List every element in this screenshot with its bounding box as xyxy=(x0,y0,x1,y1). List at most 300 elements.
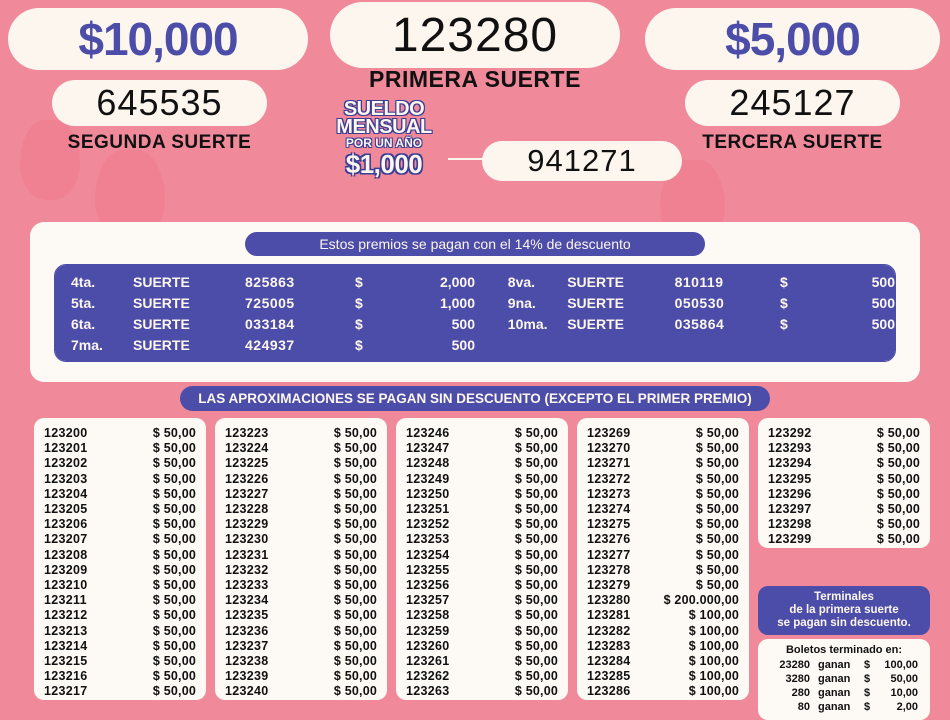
suerte-number: 810119 xyxy=(674,273,724,290)
approximation-row xyxy=(406,548,558,563)
approximation-row xyxy=(768,426,920,441)
approximation-number: 123204 xyxy=(44,486,88,501)
first-prize-number: 123280 xyxy=(391,8,559,62)
approximation-row xyxy=(44,578,196,593)
approximation-row xyxy=(406,441,558,456)
approximation-number: 123233 xyxy=(225,578,269,593)
second-prize-number: 645535 xyxy=(96,82,223,123)
second-prize-number-pill xyxy=(52,80,267,126)
approximation-number: 123205 xyxy=(44,502,88,517)
approximation-row xyxy=(406,624,558,639)
approximation-amount: $ 50,00 xyxy=(695,562,739,577)
approximation-number: 123229 xyxy=(225,517,269,532)
approximation-amount: $ 50,00 xyxy=(514,426,558,440)
suerte-word: SUERTE xyxy=(133,315,190,332)
approximation-amount: $ 50,00 xyxy=(333,623,377,638)
approximation-row xyxy=(225,578,377,593)
approximation-number: 123281 xyxy=(587,608,631,623)
approximation-amount: $ 50,00 xyxy=(514,669,558,684)
approximation-row xyxy=(587,456,739,471)
approximation-row xyxy=(587,608,739,623)
approximation-amount: $ 50,00 xyxy=(514,562,558,577)
approximation-row xyxy=(225,472,377,487)
suerte-amount: 500 xyxy=(871,315,895,332)
suerte-ordinal: 10ma. xyxy=(507,315,548,332)
approximation-number: 123258 xyxy=(406,608,450,623)
approximation-amount: $ 50,00 xyxy=(514,684,558,699)
approximation-row xyxy=(587,639,739,654)
approximation-row xyxy=(587,487,739,502)
approximation-amount: $ 50,00 xyxy=(333,517,377,532)
suerte-number: 050530 xyxy=(674,294,725,311)
approximation-row xyxy=(44,684,196,699)
sueldo-line-2: MENSUAL xyxy=(336,116,432,138)
approximation-number: 123226 xyxy=(225,471,269,486)
terminal-row xyxy=(766,672,922,686)
third-prize-amount-pill xyxy=(645,8,940,70)
approximation-number: 123272 xyxy=(587,471,631,486)
approximation-number: 123202 xyxy=(44,456,88,471)
table-row xyxy=(55,292,492,313)
suerte-number: 825863 xyxy=(245,273,295,290)
sueldo-line-3: POR UN AÑO xyxy=(345,136,423,150)
prizes-header xyxy=(0,0,950,210)
approximation-number: 123239 xyxy=(225,669,269,684)
approximation-number: 123277 xyxy=(587,547,631,562)
approximation-row xyxy=(406,517,558,532)
approximation-row xyxy=(406,608,558,623)
approximation-row xyxy=(768,532,920,547)
approximation-row xyxy=(587,532,739,547)
approximation-row xyxy=(768,517,920,532)
approximation-amount: $ 50,00 xyxy=(152,486,196,501)
approximation-number: 123275 xyxy=(587,517,631,532)
approximation-amount: $ 50,00 xyxy=(514,638,558,653)
approximation-number: 123278 xyxy=(587,562,631,577)
approximation-number: 123207 xyxy=(44,532,88,547)
approximation-row xyxy=(587,624,739,639)
approximation-number: 123203 xyxy=(44,471,88,486)
approximation-row xyxy=(406,578,558,593)
approximation-amount: $ 50,00 xyxy=(333,486,377,501)
terminal-row xyxy=(766,700,922,714)
approximation-number: 123208 xyxy=(44,547,88,562)
approximation-amount: $ 50,00 xyxy=(695,547,739,562)
suerte-currency: $ xyxy=(355,315,363,332)
terminales-rows xyxy=(766,658,922,714)
approximation-number: 123297 xyxy=(768,502,812,517)
approximation-row xyxy=(225,684,377,699)
approximation-row xyxy=(225,654,377,669)
approximation-amount: $ 50,00 xyxy=(152,456,196,471)
suerte-ordinal: 4ta. xyxy=(71,273,96,290)
approximation-row xyxy=(768,502,920,517)
approximation-number: 123271 xyxy=(587,456,631,471)
approximation-amount: $ 50,00 xyxy=(333,441,377,456)
approximation-number: 123270 xyxy=(587,441,631,456)
approximation-row xyxy=(44,426,196,441)
approximation-amount: $ 50,00 xyxy=(514,517,558,532)
approximation-number: 123273 xyxy=(587,486,631,501)
approximation-amount: $ 50,00 xyxy=(695,502,739,517)
suerte-word: SUERTE xyxy=(133,294,190,311)
approximation-number: 123210 xyxy=(44,578,88,593)
approximation-amount: $ 50,00 xyxy=(514,608,558,623)
terminal-number: 80 xyxy=(797,701,810,713)
approximation-row xyxy=(44,441,196,456)
terminal-row xyxy=(766,686,922,700)
approximation-amount: $ 50,00 xyxy=(876,441,920,456)
approximation-row xyxy=(587,654,739,669)
approximation-amount: $ 50,00 xyxy=(333,654,377,669)
approximation-number: 123285 xyxy=(587,669,631,684)
terminal-amount: 10,00 xyxy=(890,687,918,699)
approximation-amount: $ 50,00 xyxy=(695,441,739,456)
approximation-amount: $ 50,00 xyxy=(333,456,377,471)
approximation-number: 123246 xyxy=(406,426,450,440)
first-prize-number-pill xyxy=(330,2,620,68)
approximation-number: 123236 xyxy=(225,623,269,638)
approximation-amount: $ 50,00 xyxy=(514,471,558,486)
approximation-row xyxy=(406,639,558,654)
approximation-number: 123212 xyxy=(44,608,88,623)
suerte-amount: 500 xyxy=(451,315,475,332)
approximation-amount: $ 50,00 xyxy=(152,638,196,653)
terminal-currency: $ xyxy=(864,701,871,713)
terminales-caption: Boletos terminado en: xyxy=(785,644,903,656)
approximation-amount: $ 50,00 xyxy=(876,486,920,501)
suerte-table-right-column xyxy=(492,265,895,361)
approximation-amount: $ 50,00 xyxy=(514,623,558,638)
approximation-number: 123224 xyxy=(225,441,269,456)
approximation-row xyxy=(44,517,196,532)
suerte-table-left-column xyxy=(55,265,492,361)
terminal-amount: 2,00 xyxy=(896,701,918,713)
approximation-number: 123251 xyxy=(406,502,450,517)
approximation-number: 123294 xyxy=(768,456,812,471)
second-prize-amount: $10,000 xyxy=(78,13,238,65)
approximation-row xyxy=(225,639,377,654)
suerte-number: 424937 xyxy=(245,336,295,353)
approximation-row xyxy=(768,472,920,487)
discounted-prizes-panel xyxy=(30,222,920,382)
third-prize-number-pill xyxy=(685,80,900,126)
approximation-row xyxy=(406,426,558,441)
approximation-row xyxy=(225,669,377,684)
table-row xyxy=(492,313,895,334)
approximation-row xyxy=(587,472,739,487)
terminal-amount: 100,00 xyxy=(884,659,918,671)
approximation-amount: $ 50,00 xyxy=(152,532,196,547)
suerte-number: 035864 xyxy=(674,315,725,332)
approximation-row xyxy=(768,487,920,502)
approximation-number: 123225 xyxy=(225,456,269,471)
approximation-number: 123249 xyxy=(406,471,450,486)
approximation-amount: $ 50,00 xyxy=(514,502,558,517)
approximation-number: 123211 xyxy=(44,593,87,608)
approximation-amount: $ 50,00 xyxy=(152,669,196,684)
third-prize-amount: $5,000 xyxy=(725,13,860,65)
suerte-amount: 500 xyxy=(871,273,895,290)
approximation-number: 123235 xyxy=(225,608,269,623)
approximation-row xyxy=(768,456,920,471)
approximation-number: 123230 xyxy=(225,532,269,547)
approximation-number: 123276 xyxy=(587,532,631,547)
suerte-currency: $ xyxy=(355,273,363,290)
approximation-row xyxy=(587,563,739,578)
terminal-currency: $ xyxy=(864,659,871,671)
approximation-amount: $ 50,00 xyxy=(695,456,739,471)
approximation-number: 123284 xyxy=(587,654,631,669)
suerte-number: 725005 xyxy=(245,294,295,311)
approximation-row xyxy=(225,548,377,563)
approximation-amount: $ 50,00 xyxy=(152,654,196,669)
approximation-amount: $ 50,00 xyxy=(333,547,377,562)
approximation-amount: $ 50,00 xyxy=(152,471,196,486)
approximations-column-2 xyxy=(215,418,387,700)
approximation-amount: $ 50,00 xyxy=(333,608,377,623)
third-prize-label: TERCERA SUERTE xyxy=(702,132,883,153)
approximation-amount: $ 50,00 xyxy=(514,441,558,456)
approximation-amount: $ 50,00 xyxy=(695,426,739,440)
approximation-number: 123213 xyxy=(44,623,88,638)
approximation-row xyxy=(225,441,377,456)
suerte-ordinal: 7ma. xyxy=(71,336,103,353)
approximation-number: 123231 xyxy=(225,547,269,562)
approximation-row xyxy=(406,502,558,517)
approximation-number: 123283 xyxy=(587,638,631,653)
terminal-word: ganan xyxy=(818,687,851,699)
suerte-ordinal: 6ta. xyxy=(71,315,96,332)
approximation-number: 123292 xyxy=(768,426,812,440)
approximation-row xyxy=(587,502,739,517)
approximation-amount: $ 50,00 xyxy=(333,578,377,593)
approximation-row xyxy=(44,608,196,623)
approximation-number: 123248 xyxy=(406,456,450,471)
approximation-amount: $ 50,00 xyxy=(152,426,196,440)
approximation-number: 123274 xyxy=(587,502,631,517)
approximation-row xyxy=(44,639,196,654)
suerte-word: SUERTE xyxy=(133,273,190,290)
suerte-amount: 2,000 xyxy=(439,273,475,290)
terminal-number: 3280 xyxy=(785,673,810,685)
approximation-amount: $ 50,00 xyxy=(695,517,739,532)
approximation-row xyxy=(587,426,739,441)
approximation-number: 123293 xyxy=(768,441,812,456)
approximations-column-5 xyxy=(758,418,930,548)
approximation-number: 123298 xyxy=(768,517,812,532)
approximation-amount: $ 50,00 xyxy=(876,502,920,517)
approximation-number: 123279 xyxy=(587,578,631,593)
terminal-amount: 50,00 xyxy=(890,673,918,685)
approximation-number: 123201 xyxy=(44,441,88,456)
approximation-row xyxy=(225,624,377,639)
approximation-number: 123254 xyxy=(406,547,450,562)
approximation-amount: $ 50,00 xyxy=(695,578,739,593)
approximation-row xyxy=(44,548,196,563)
approximation-number: 123252 xyxy=(406,517,450,532)
sueldo-mensual-badge xyxy=(318,100,450,186)
approximation-number: 123200 xyxy=(44,426,88,440)
approximation-amount: $ 200.000,00 xyxy=(663,593,739,608)
approximation-number: 123206 xyxy=(44,517,88,532)
approximation-number: 123261 xyxy=(406,654,450,669)
approximation-number: 123240 xyxy=(225,684,269,699)
approximation-amount: $ 100,00 xyxy=(688,608,739,623)
terminal-word: ganan xyxy=(818,673,851,685)
approximation-amount: $ 50,00 xyxy=(514,593,558,608)
terminal-row xyxy=(766,658,922,672)
terminales-header-line-1: Terminales xyxy=(814,591,874,603)
sueldo-amount: $1,000 xyxy=(345,149,423,179)
approximation-row xyxy=(406,472,558,487)
approximation-row xyxy=(587,578,739,593)
approximation-number: 123223 xyxy=(225,426,269,440)
approximation-amount: $ 50,00 xyxy=(514,456,558,471)
approximation-row xyxy=(225,563,377,578)
approximation-amount: $ 50,00 xyxy=(876,426,920,440)
approximation-row xyxy=(44,624,196,639)
approximation-number: 123259 xyxy=(406,623,450,638)
approximation-amount: $ 50,00 xyxy=(152,608,196,623)
terminal-currency: $ xyxy=(864,673,871,685)
suerte-table xyxy=(54,264,896,362)
terminales-header xyxy=(758,586,930,635)
approximation-amount: $ 50,00 xyxy=(514,486,558,501)
approximation-amount: $ 50,00 xyxy=(152,623,196,638)
approximation-amount: $ 50,00 xyxy=(876,517,920,532)
suerte-currency: $ xyxy=(779,315,788,332)
first-prize-label: PRIMERA SUERTE xyxy=(369,66,581,92)
approximation-row xyxy=(225,593,377,608)
approximation-amount: $ 50,00 xyxy=(333,426,377,440)
approximation-amount: $ 100,00 xyxy=(688,654,739,669)
approximation-row xyxy=(406,487,558,502)
table-row xyxy=(492,271,895,292)
suerte-currency: $ xyxy=(779,273,788,290)
suerte-word: SUERTE xyxy=(133,336,190,353)
terminal-currency: $ xyxy=(864,687,871,699)
approximation-number: 123255 xyxy=(406,562,450,577)
suerte-ordinal: 9na. xyxy=(507,294,536,311)
approximation-row xyxy=(44,456,196,471)
approximation-row xyxy=(225,426,377,441)
suerte-amount: 500 xyxy=(451,336,475,353)
approximation-row xyxy=(406,456,558,471)
approximation-row xyxy=(406,532,558,547)
approximation-number: 123282 xyxy=(587,623,631,638)
sueldo-connector-line xyxy=(448,158,508,160)
approximation-row xyxy=(44,502,196,517)
approximation-amount: $ 50,00 xyxy=(514,578,558,593)
suerte-amount: 500 xyxy=(871,294,895,311)
suerte-word: SUERTE xyxy=(567,273,625,290)
sueldo-number-pill xyxy=(482,141,682,181)
approximation-number: 123299 xyxy=(768,532,812,547)
approximation-number: 123228 xyxy=(225,502,269,517)
approximation-row xyxy=(406,654,558,669)
approximation-number: 123227 xyxy=(225,486,269,501)
approximation-number: 123232 xyxy=(225,562,269,577)
approximation-row xyxy=(44,654,196,669)
terminal-number: 23280 xyxy=(779,659,810,671)
approximation-amount: $ 100,00 xyxy=(688,669,739,684)
approximation-row xyxy=(225,456,377,471)
approximation-amount: $ 50,00 xyxy=(333,562,377,577)
approximations-column-3 xyxy=(396,418,568,700)
approximation-row xyxy=(587,548,739,563)
approximation-row xyxy=(406,563,558,578)
approximations-banner: LAS APROXIMACIONES SE PAGAN SIN DESCUENTO (EXCEPTO EL PRIMER PREMIO) xyxy=(180,386,770,411)
approximation-amount: $ 50,00 xyxy=(152,562,196,577)
approximation-row xyxy=(587,441,739,456)
approximation-row xyxy=(44,563,196,578)
approximation-amount: $ 50,00 xyxy=(695,532,739,547)
approximation-number: 123253 xyxy=(406,532,450,547)
approximation-row xyxy=(44,532,196,547)
approximation-number: 123286 xyxy=(587,684,631,699)
suerte-currency: $ xyxy=(355,336,363,353)
approximation-number: 123237 xyxy=(225,638,269,653)
sueldo-number: 941271 xyxy=(527,143,637,178)
approximation-row xyxy=(44,472,196,487)
approximation-amount: $ 100,00 xyxy=(688,638,739,653)
approximation-amount: $ 50,00 xyxy=(876,456,920,471)
approximation-amount: $ 50,00 xyxy=(514,654,558,669)
approximation-row xyxy=(44,669,196,684)
approximation-amount: $ 50,00 xyxy=(333,471,377,486)
approximation-row xyxy=(768,441,920,456)
terminales-header-line-2: de la primera suerte xyxy=(789,604,899,616)
approximation-amount: $ 50,00 xyxy=(333,532,377,547)
terminales-body xyxy=(758,639,930,720)
approximation-amount: $ 100,00 xyxy=(688,623,739,638)
approximation-number: 123269 xyxy=(587,426,631,440)
approximation-amount: $ 50,00 xyxy=(514,532,558,547)
suerte-amount: 1,000 xyxy=(439,294,475,311)
approximation-amount: $ 50,00 xyxy=(876,471,920,486)
suerte-number: 033184 xyxy=(245,315,295,332)
suerte-currency: $ xyxy=(355,294,363,311)
approximation-row xyxy=(587,669,739,684)
discount-banner: Estos premios se pagan con el 14% de descuento xyxy=(245,232,705,256)
approximation-row xyxy=(225,487,377,502)
suerte-ordinal: 8va. xyxy=(507,273,536,290)
approximation-amount: $ 50,00 xyxy=(333,593,377,608)
approximation-amount: $ 50,00 xyxy=(152,547,196,562)
terminales-header-line-3: se pagan sin descuento. xyxy=(777,617,911,629)
suerte-word: SUERTE xyxy=(567,294,625,311)
suerte-currency: $ xyxy=(779,294,788,311)
approximation-amount: $ 100,00 xyxy=(688,684,739,699)
terminal-number: 280 xyxy=(791,687,810,699)
approximation-amount: $ 50,00 xyxy=(152,517,196,532)
approximation-amount: $ 50,00 xyxy=(695,471,739,486)
sueldo-line-1: SUELDO xyxy=(343,98,425,120)
approximation-number: 123262 xyxy=(406,669,450,684)
approximation-number: 123295 xyxy=(768,471,812,486)
approximation-amount: $ 50,00 xyxy=(876,532,920,547)
approximation-row xyxy=(225,608,377,623)
approximation-amount: $ 50,00 xyxy=(514,547,558,562)
approximation-row xyxy=(406,593,558,608)
table-row xyxy=(55,334,492,355)
approximation-amount: $ 50,00 xyxy=(333,669,377,684)
approximation-number: 123250 xyxy=(406,486,450,501)
table-row xyxy=(55,313,492,334)
terminal-word: ganan xyxy=(818,701,851,713)
approximation-number: 123296 xyxy=(768,486,812,501)
